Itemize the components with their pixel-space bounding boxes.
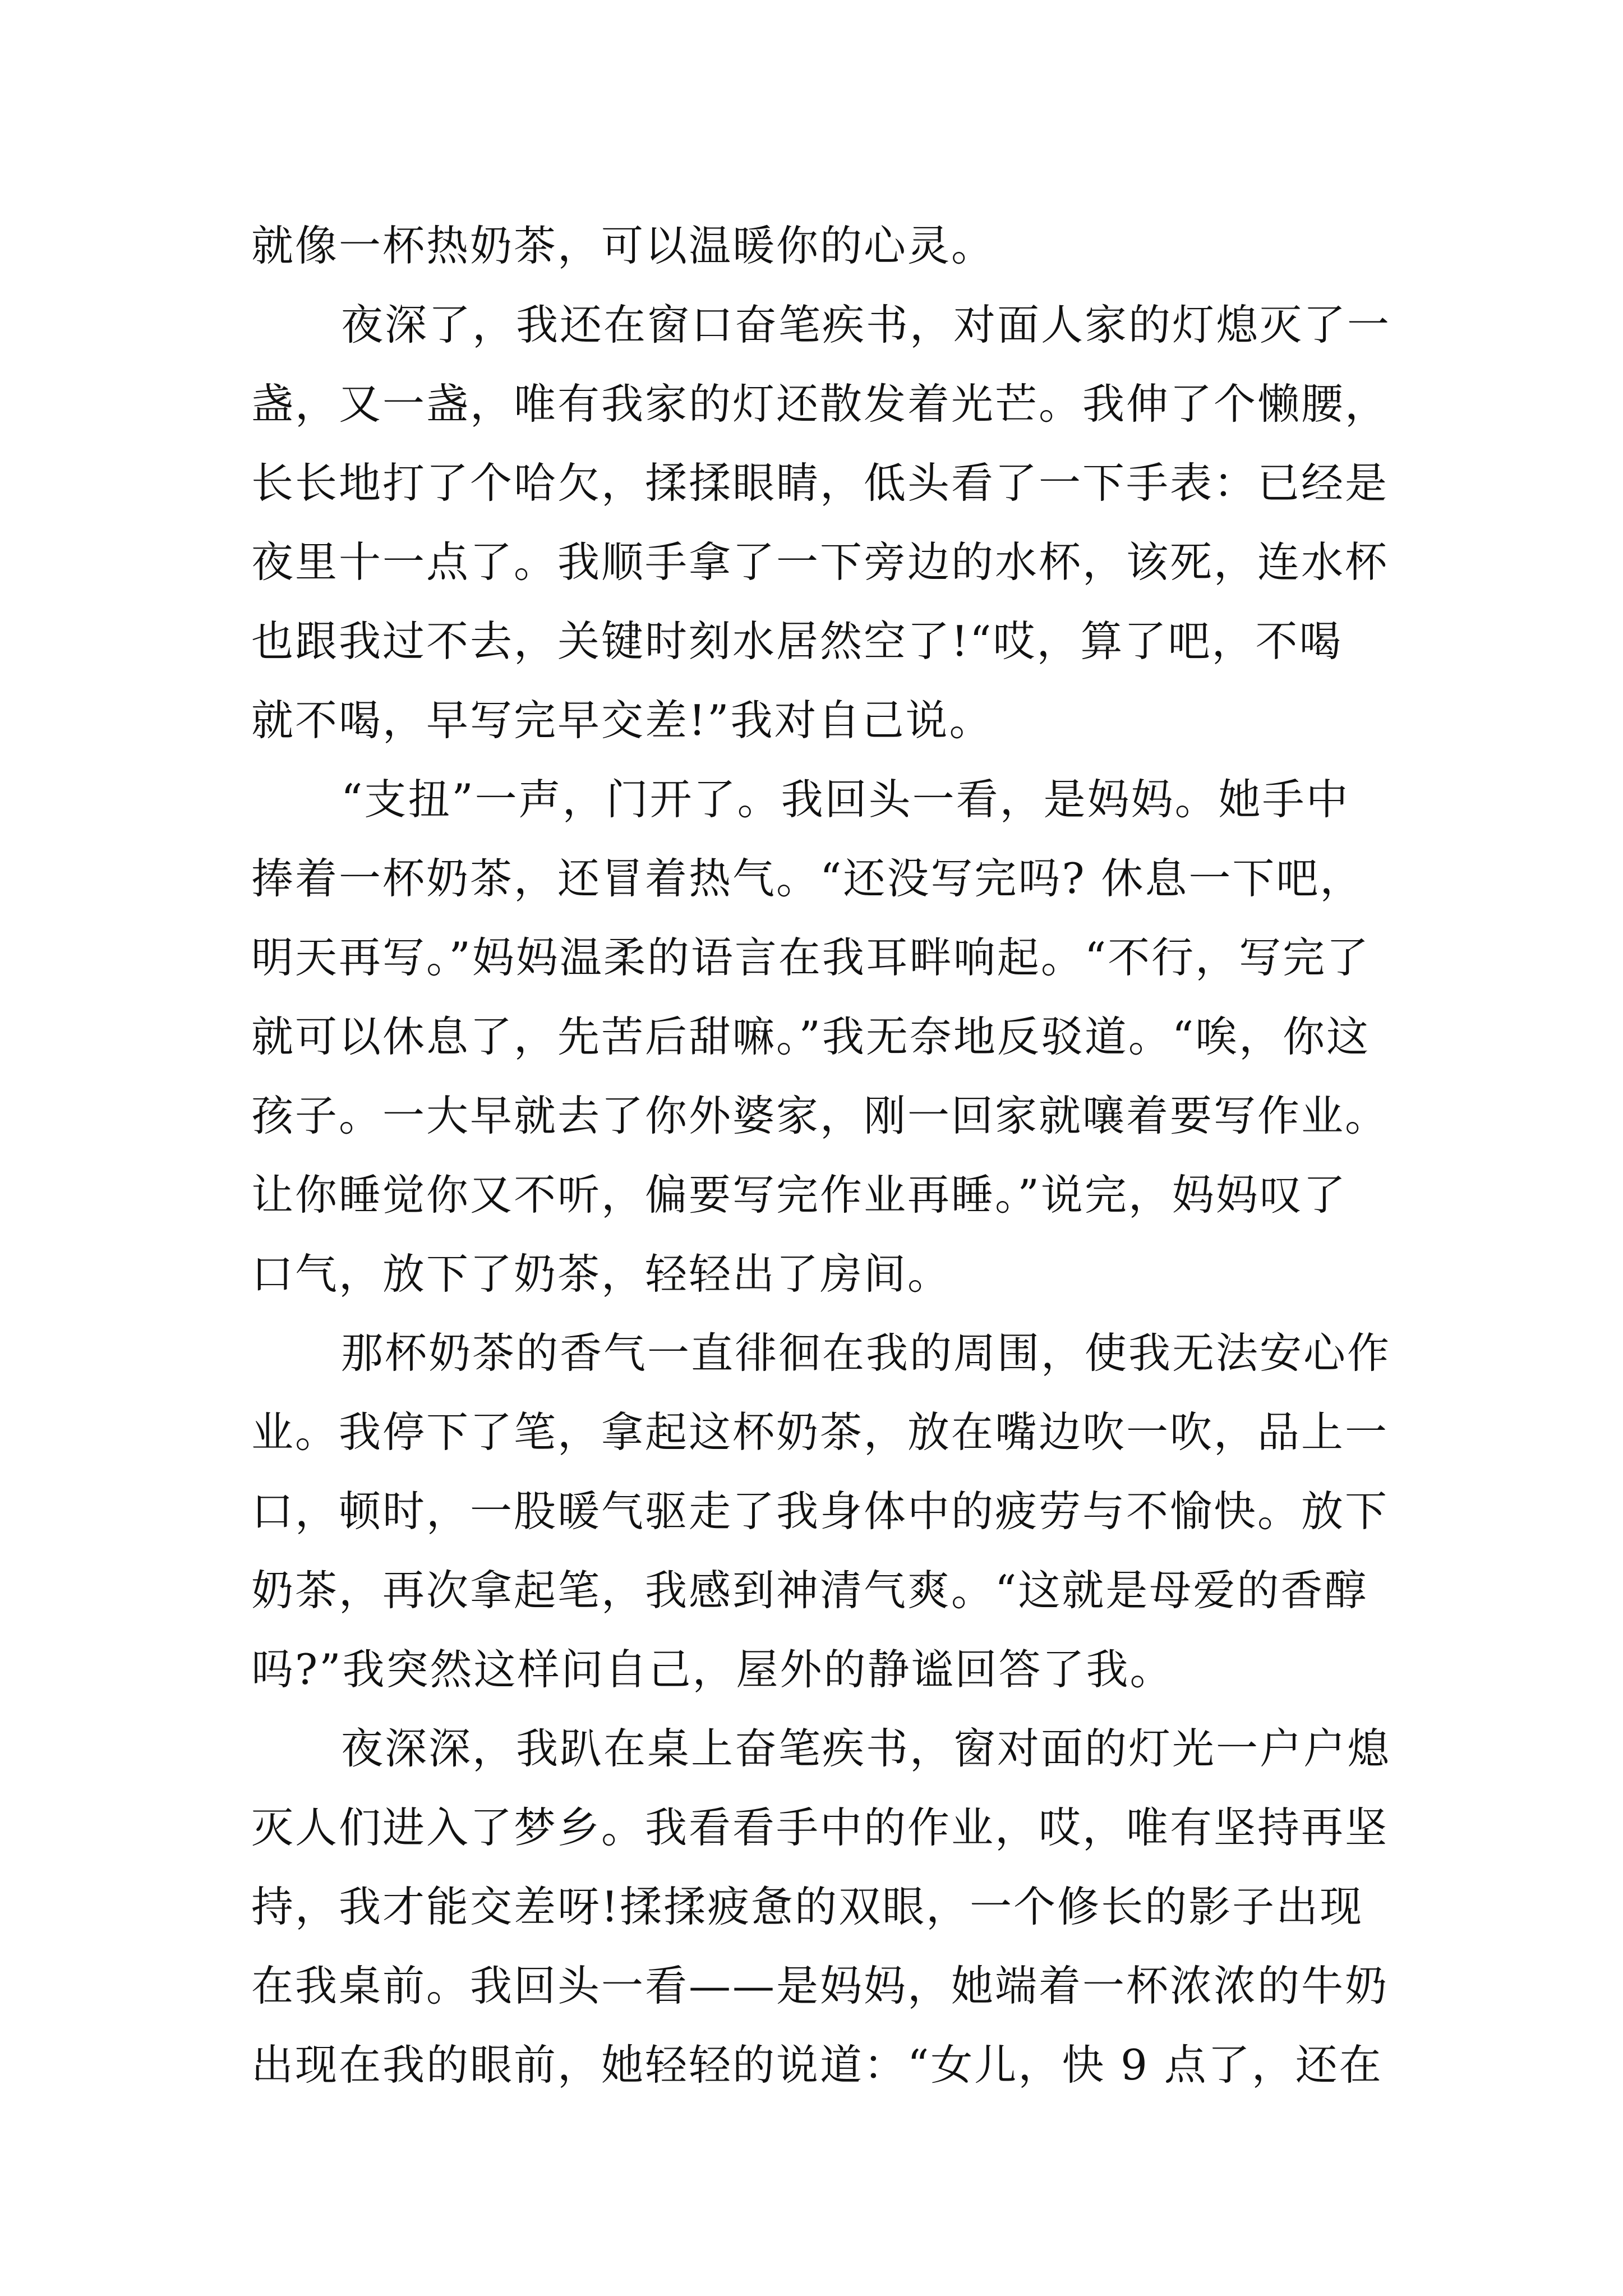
text-line: 业。我停下了笔，拿起这杯奶茶，放在嘴边吹一吹，品上一 — [251, 1407, 1389, 1457]
text-line: 持，我才能交差呀!揉揉疲惫的双眼，一个修长的影子出现 — [251, 1882, 1364, 1931]
text-line: 口，顿时，一股暖气驱走了我身体中的疲劳与不愉快。放下 — [251, 1487, 1389, 1536]
text-line: 灭人们进入了梦乡。我看看手中的作业，哎，唯有坚持再坚 — [251, 1803, 1389, 1852]
paragraph-start-line: 夜深深，我趴在桌上奋笔疾书，窗对面的灯光一户户熄 — [341, 1724, 1391, 1773]
text-line: 让你睡觉你又不听，偏要写完作业再睡。”说完，妈妈叹了 — [251, 1170, 1347, 1220]
text-line: 孩子。一大早就去了你外婆家，刚一回家就嚷着要写作业。 — [251, 1091, 1389, 1140]
paragraph-start-line: 那杯奶茶的香气一直徘徊在我的周围，使我无法安心作 — [341, 1328, 1391, 1378]
text-line: 夜里十一点了。我顺手拿了一下旁边的水杯，该死，连水杯 — [251, 537, 1389, 587]
paragraph-start-line: 夜深了，我还在窗口奋笔疾书，对面人家的灯熄灭了一 — [341, 300, 1391, 349]
text-line: 在我桌前。我回头一看——是妈妈，她端着一杯浓浓的牛奶 — [251, 1961, 1389, 2010]
text-line: 口气，放下了奶茶，轻轻出了房间。 — [251, 1249, 952, 1299]
text-line: 出现在我的眼前，她轻轻的说道：“女儿，快 9 点了，还在 — [251, 2040, 1383, 2090]
paragraph-start-line: “支扭”一声，门开了。我回头一看，是妈妈。她手中 — [341, 775, 1350, 824]
text-line: 就可以休息了，先苦后甜嘛。”我无奈地反驳道。“唉，你这 — [251, 1012, 1371, 1061]
text-line: 捧着一杯奶茶，还冒着热气。“还没写完吗? 休息一下吧， — [251, 854, 1364, 903]
text-line: 明天再写。”妈妈温柔的语言在我耳畔响起。“不行，写完了 — [251, 933, 1371, 982]
text-line: 就像一杯热奶茶，可以温暖你的心灵。 — [251, 221, 995, 270]
text-line: 奶茶，再次拿起笔，我感到神清气爽。“这就是母爱的香醇 — [251, 1566, 1368, 1615]
text-line: 吗?”我突然这样问自己，屋外的静谧回答了我。 — [251, 1645, 1174, 1694]
text-line: 也跟我过不去，关键时刻水居然空了!“哎，算了吧，不喝 — [251, 616, 1343, 666]
text-line: 盏，又一盏，唯有我家的灯还散发着光芒。我伸了个懒腰， — [251, 379, 1389, 429]
text-line: 长长地打了个哈欠，揉揉眼睛，低头看了一下手表：已经是 — [251, 458, 1389, 508]
text-line: 就不喝，早写完早交差!”我对自己说。 — [251, 696, 993, 745]
